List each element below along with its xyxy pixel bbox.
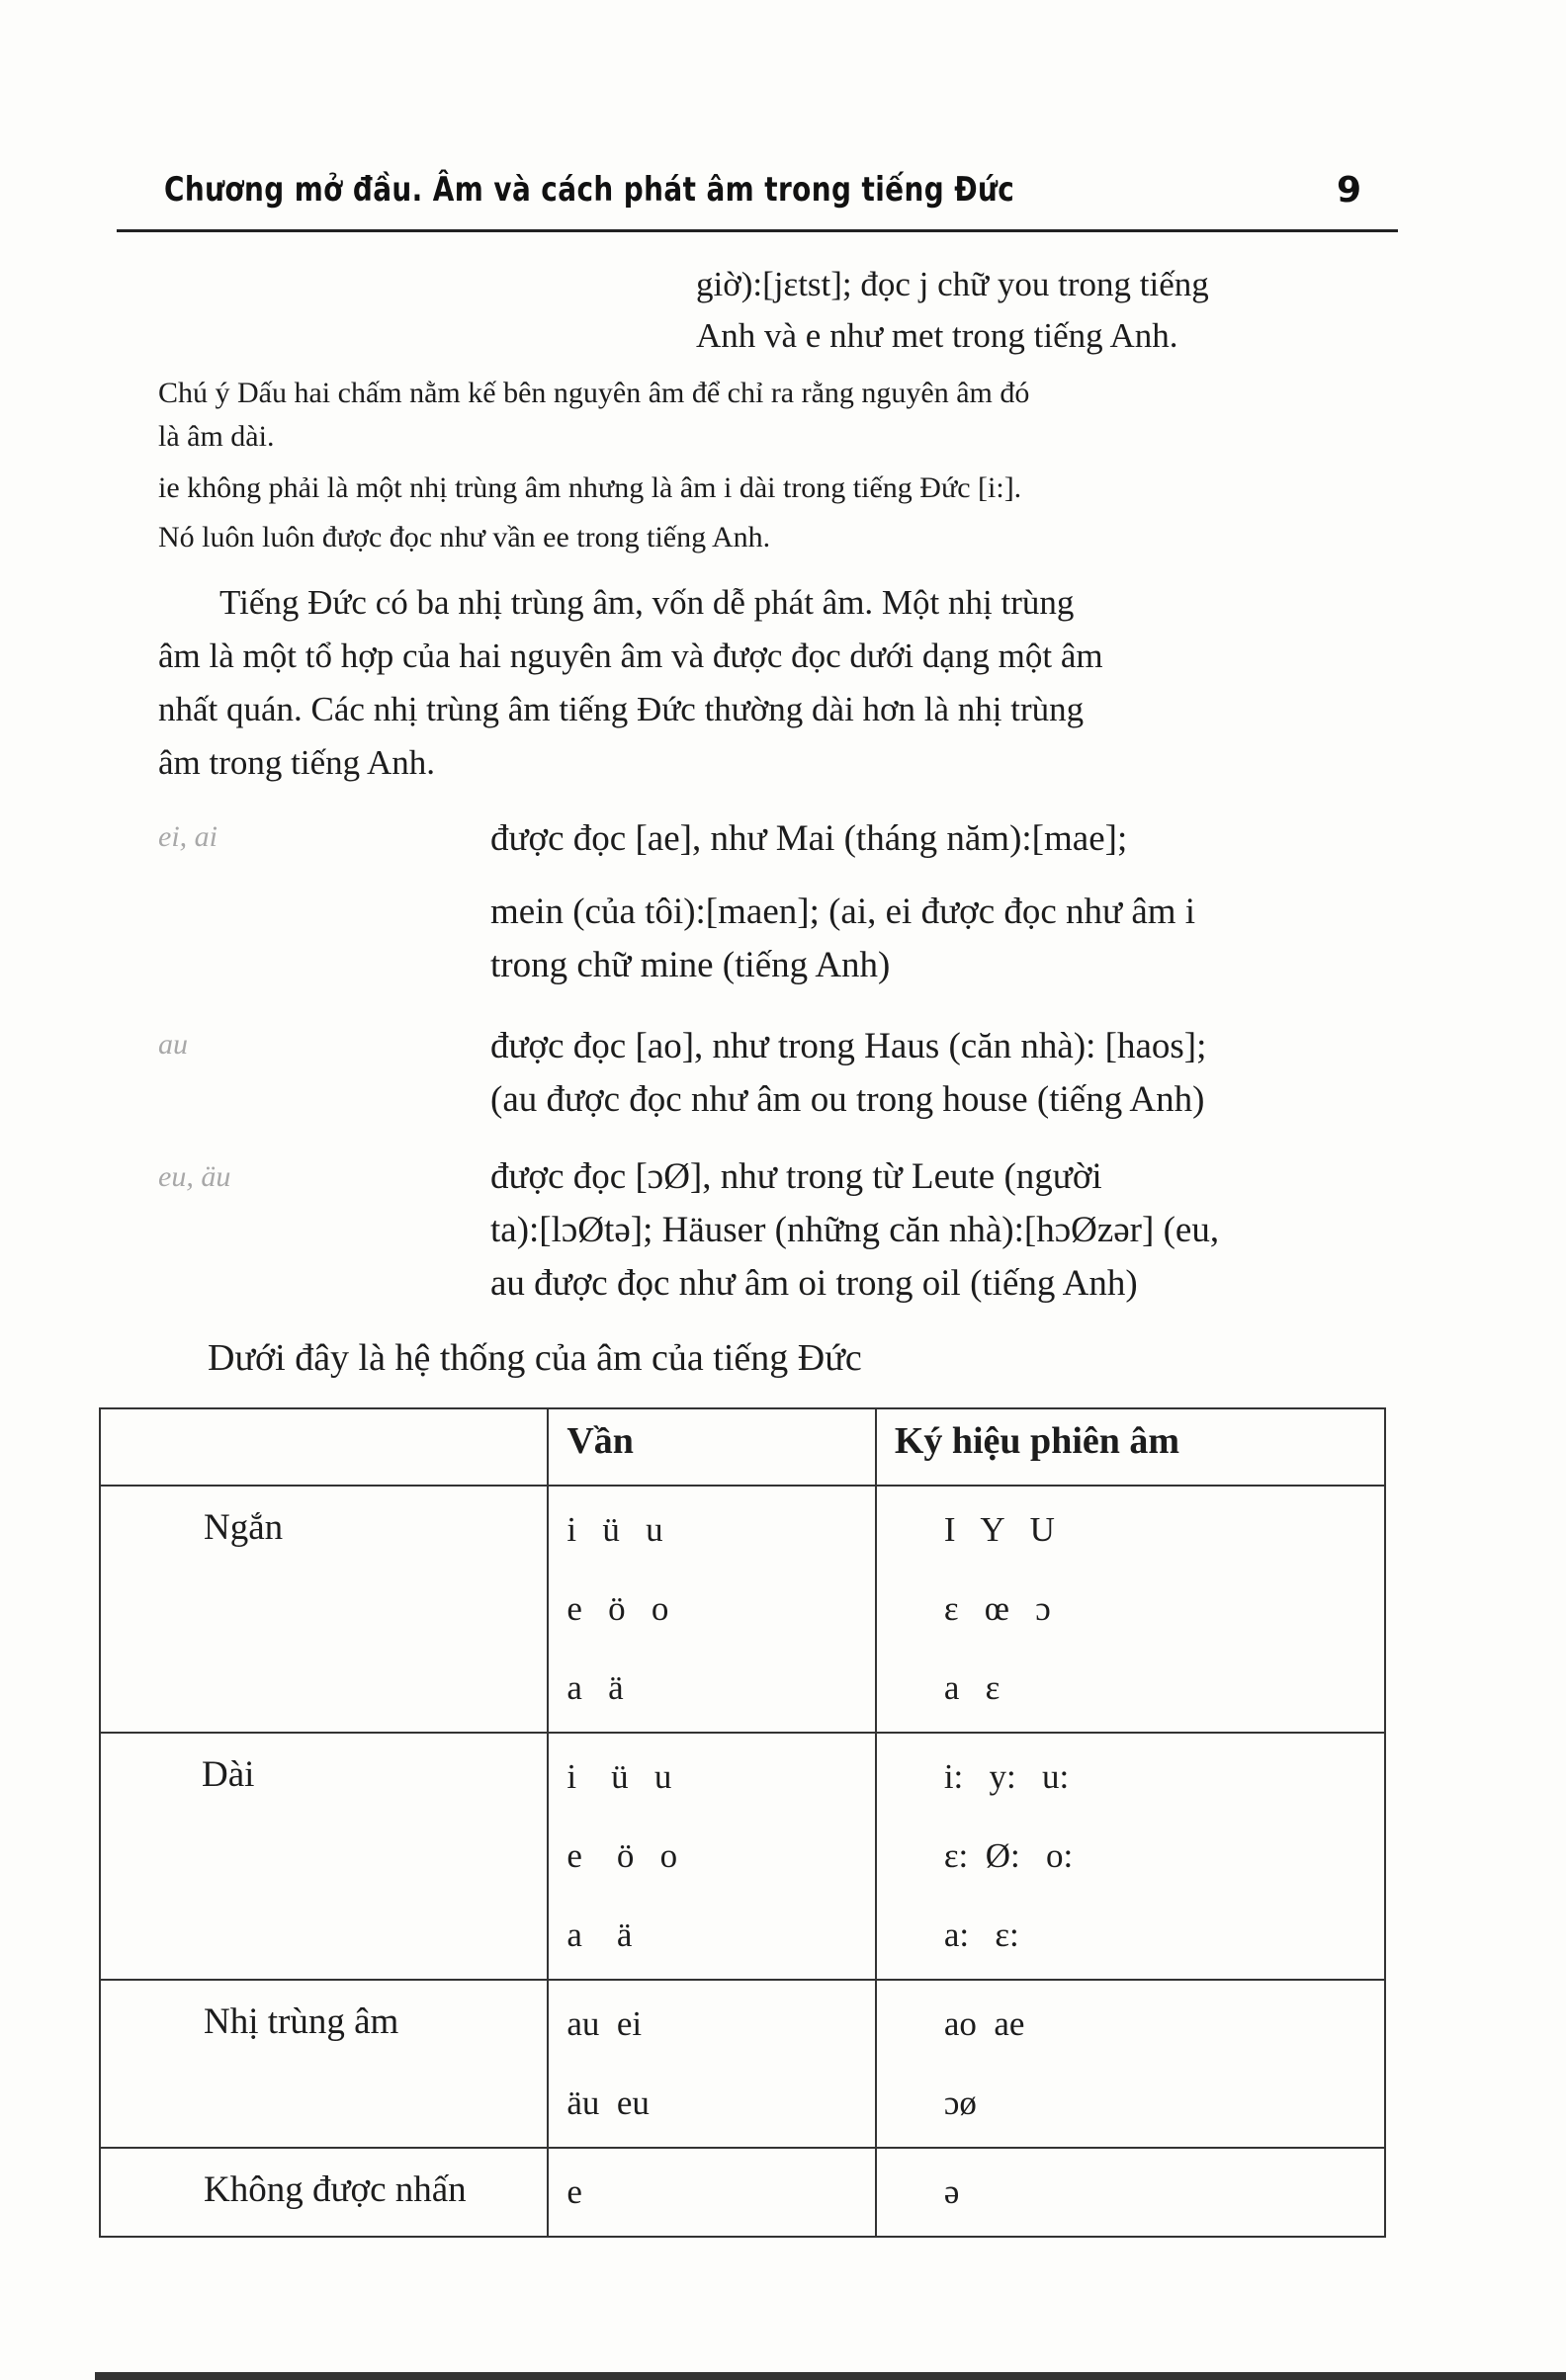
symbols-line: I Y U (943, 1510, 1055, 1549)
vowels-cell (548, 1486, 875, 1733)
vowels-line: e ö o (566, 1589, 669, 1628)
table-header-row (100, 1408, 1385, 1486)
note-1a: Chú ý Dấu hai chấm nằm kế bên nguyên âm để chỉ ra rằng nguyên âm đó (158, 377, 1030, 409)
diphthong-term: ei, ai (158, 820, 218, 853)
symbols-line: a: ɛ: (943, 1915, 1019, 1954)
paragraph-line-2: âm là một tổ hợp của hai nguyên âm và được đọc dưới dạng một âm (158, 637, 1103, 675)
symbols-cell (876, 2148, 1385, 2237)
diphthong-desc: mein (của tôi):[maen]; (ai, ei được đọc như âm i (490, 892, 1196, 932)
diphthong-desc: được đọc [ɔØ], như trong từ Leute (người (490, 1156, 1102, 1197)
note-1b: là âm dài. (158, 420, 275, 453)
diphthong-desc: được đọc [ae], như Mai (tháng năm):[mae]; (490, 818, 1128, 859)
vowels-cell (548, 2148, 875, 2237)
vowels-line: i ü u (566, 1510, 663, 1549)
vowels-line: äu eu (566, 2083, 650, 2122)
chapter-title: Chương mở đầu. Âm và cách phát âm trong tiếng Đức (164, 170, 1015, 210)
vowels-cell (548, 1980, 875, 2148)
paragraph-line-3: nhất quán. Các nhị trùng âm tiếng Đức thường dài hơn là nhị trùng (158, 690, 1085, 728)
paragraph-line-4: âm trong tiếng Anh. (158, 743, 435, 782)
row-group: Dài (100, 1733, 548, 1980)
row-group: Ngắn (100, 1486, 548, 1733)
diphthong-term: au (158, 1028, 188, 1061)
vowels-line: e ö o (566, 1836, 678, 1875)
symbols-cell (876, 1980, 1385, 2148)
symbols-line: a ɛ (943, 1668, 1000, 1707)
row-group: Nhị trùng âm (100, 1980, 548, 2148)
page-number: 9 (1337, 170, 1362, 211)
page-bottom-edge (95, 2372, 1566, 2380)
vowels-line: e (566, 2172, 582, 2211)
table-caption: Dưới đây là hệ thống của âm của tiếng Đức (208, 1337, 862, 1379)
paragraph-line-1: Tiếng Đức có ba nhị trùng âm, vốn dễ phát âm. Một nhị trùng (219, 583, 1075, 622)
symbols-line: ɔø (943, 2083, 977, 2122)
symbols-line: ao ae (943, 2004, 1025, 2043)
diphthong-desc: ta):[lɔØtə]; Häuser (những căn nhà):[hɔØzər] (eu, (490, 1210, 1220, 1250)
intro-line-2: Anh và e như met trong tiếng Anh. (696, 316, 1178, 355)
header-rule (117, 229, 1398, 232)
intro-line-1: giờ):[jɛtst]; đọc j chữ you trong tiếng (696, 265, 1209, 303)
symbols-line: ɛ: Ø: o: (943, 1836, 1074, 1875)
table-header: Vần (548, 1408, 875, 1486)
diphthong-desc: trong chữ mine (tiếng Anh) (490, 945, 891, 985)
symbols-cell (876, 1486, 1385, 1733)
vowels-line: a ä (566, 1915, 633, 1954)
table-row (100, 1980, 1385, 2148)
table-header: Ký hiệu phiên âm (876, 1408, 1385, 1486)
note-2b: Nó luôn luôn được đọc như vần ee trong tiếng Anh. (158, 521, 771, 553)
note-2a: ie không phải là một nhị trùng âm nhưng là âm i dài trong tiếng Đức [i:]. (158, 471, 1022, 504)
row-group: Không được nhấn (100, 2148, 548, 2237)
symbols-line: ə (943, 2172, 960, 2211)
vowels-line: i ü u (566, 1757, 672, 1796)
diphthong-desc: au được đọc như âm oi trong oil (tiếng Anh) (490, 1263, 1138, 1304)
table-row (100, 1486, 1385, 1733)
table-header (100, 1408, 548, 1486)
vowels-line: a ä (566, 1668, 624, 1707)
symbols-line: ɛ œ ɔ (943, 1589, 1051, 1628)
vowels-cell (548, 1733, 875, 1980)
sound-table (99, 1407, 1386, 2238)
diphthong-desc: được đọc [ao], như trong Haus (căn nhà): [haos]; (490, 1026, 1207, 1066)
symbols-cell (876, 1733, 1385, 1980)
symbols-line: i: y: u: (943, 1757, 1070, 1796)
table-row (100, 1733, 1385, 1980)
vowels-line: au ei (566, 2004, 643, 2043)
diphthong-term: eu, äu (158, 1160, 231, 1193)
table-row (100, 2148, 1385, 2237)
diphthong-desc: (au được đọc như âm ou trong house (tiếng Anh) (490, 1079, 1205, 1120)
